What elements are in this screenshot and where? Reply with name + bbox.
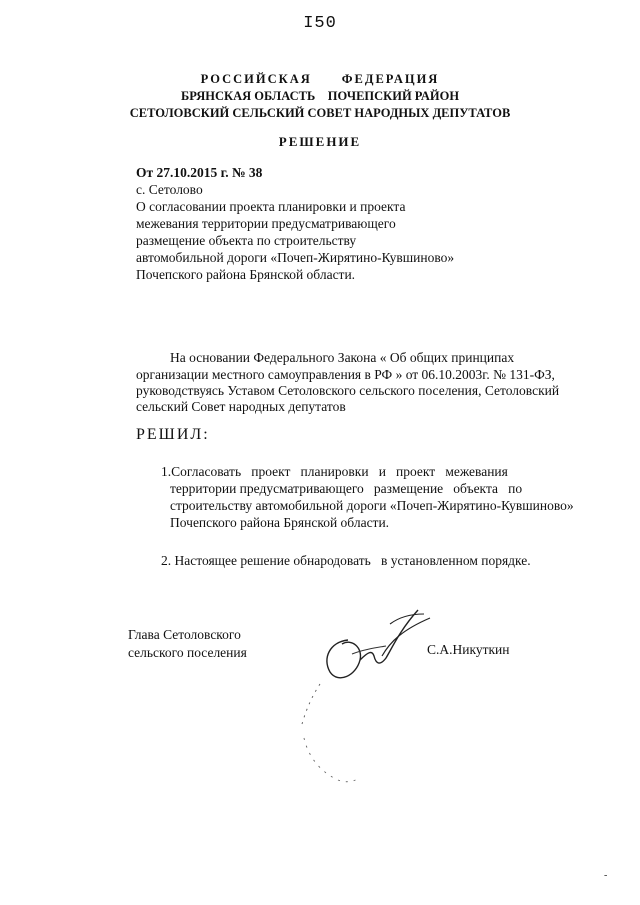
document-title: РЕШЕНИЕ	[278, 134, 362, 149]
place: с. Сетолово	[136, 182, 203, 197]
signatory-name: С.А.Никуткин	[427, 642, 510, 657]
item-1-line: строительству автомобильной дороги «Почеп-Жирятино-Кувшиново»	[170, 498, 574, 513]
subject-line: автомобильной дороги «Почеп-Жирятино-Кувшиново»	[136, 250, 455, 265]
header-country	[0, 72, 640, 87]
item-1-line: Почепского района Брянской области.	[170, 515, 390, 530]
preamble-line: На основании Федерального Закона « Об общих принципах	[170, 350, 515, 365]
preamble-line: руководствуясь Уставом Сетоловского сельского поселения, Сетоловский	[136, 383, 560, 398]
subject-line: межевания территории предусматривающего	[136, 216, 396, 231]
handwritten-signature	[290, 600, 440, 790]
header-council: СЕТОЛОВСКИЙ СЕЛЬСКИЙ СОВЕТ НАРОДНЫХ ДЕПУТАТОВ	[129, 106, 511, 120]
preamble-line: организации местного самоуправления в РФ » от 06.10.2003г. № 131-ФЗ,	[136, 367, 555, 382]
signatory-position-line1: Глава Сетоловского	[128, 627, 241, 642]
stray-mark: -	[604, 870, 608, 881]
preamble-line: сельский Совет народных депутатов	[136, 399, 346, 414]
header-country-word2: ФЕДЕРАЦИЯ	[341, 72, 440, 86]
subject-line: Почепского района Брянской области.	[136, 267, 356, 282]
subject-line: О согласовании проекта планировки и проекта	[136, 199, 406, 214]
date-number: От 27.10.2015 г. № 38	[136, 165, 263, 180]
header-region: БРЯНСКАЯ ОБЛАСТЬ ПОЧЕПСКИЙ РАЙОН	[180, 89, 460, 103]
subject-line: размещение объекта по строительству	[136, 233, 357, 248]
resolved-heading: РЕШИЛ:	[136, 426, 210, 443]
item-2: 2. Настоящее решение обнародовать в установленном порядке.	[161, 553, 531, 568]
signatory-position-line2: сельского поселения	[128, 645, 247, 660]
page-number: I50	[303, 14, 337, 33]
item-1-line: 1.Согласовать проект планировки и проект межевания	[161, 464, 508, 479]
header-country-word1: РОССИЙСКАЯ	[200, 72, 312, 86]
item-1-line: территории предусматривающего размещение объекта по	[170, 481, 523, 496]
